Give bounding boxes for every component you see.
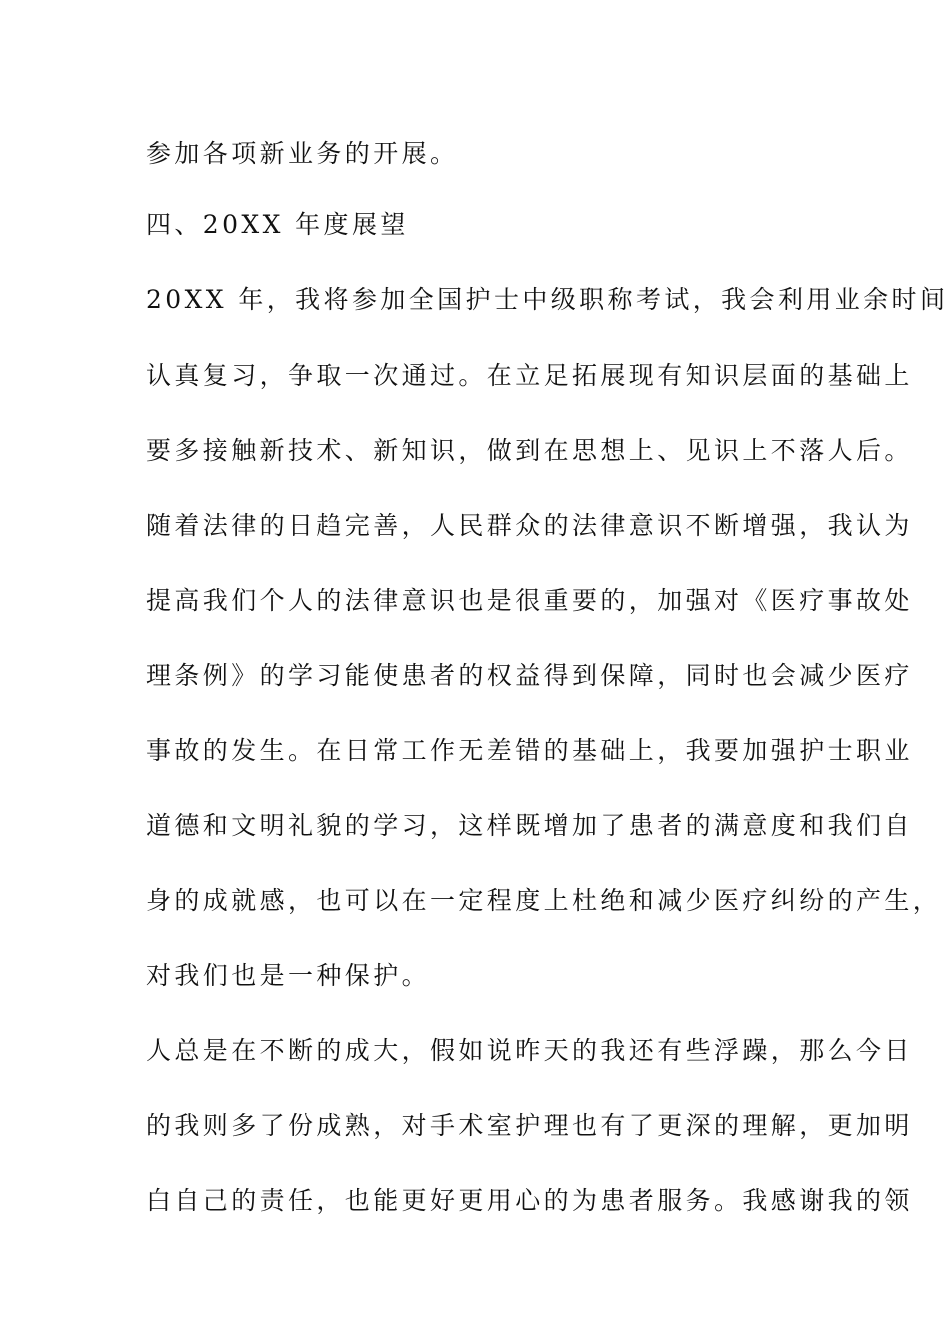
text-line: 提高我们个人的法律意识也是很重要的，加强对《医疗事故处 — [146, 586, 913, 615]
text-line: 理条例》的学习能使患者的权益得到保障，同时也会减少医疗 — [146, 661, 913, 690]
text-line: 人总是在不断的成大，假如说昨天的我还有些浮躁，那么今日 — [146, 1036, 913, 1065]
section-heading: 四、20XX 年度展望 — [146, 210, 409, 239]
text-line: 要多接触新技术、新知识，做到在思想上、见识上不落人后。 — [146, 436, 913, 465]
text-line: 对我们也是一种保护。 — [146, 961, 431, 990]
text-line: 的我则多了份成熟，对手术室护理也有了更深的理解，更加明 — [146, 1111, 913, 1140]
text-line: 随着法律的日趋完善，人民群众的法律意识不断增强，我认为 — [146, 511, 913, 540]
text-line: 20XX 年，我将参加全国护士中级职称考试，我会利用业余时间 — [146, 285, 949, 314]
text-line: 身的成就感，也可以在一定程度上杜绝和减少医疗纠纷的产生， — [146, 886, 942, 915]
text-line: 事故的发生。在日常工作无差错的基础上，我要加强护士职业 — [146, 736, 913, 765]
text-line: 认真复习，争取一次通过。在立足拓展现有知识层面的基础上 — [146, 361, 913, 390]
text-line: 白自己的责任，也能更好更用心的为患者服务。我感谢我的领 — [146, 1186, 913, 1215]
text-line: 参加各项新业务的开展。 — [146, 139, 459, 168]
text-line: 道德和文明礼貌的学习，这样既增加了患者的满意度和我们自 — [146, 811, 913, 840]
